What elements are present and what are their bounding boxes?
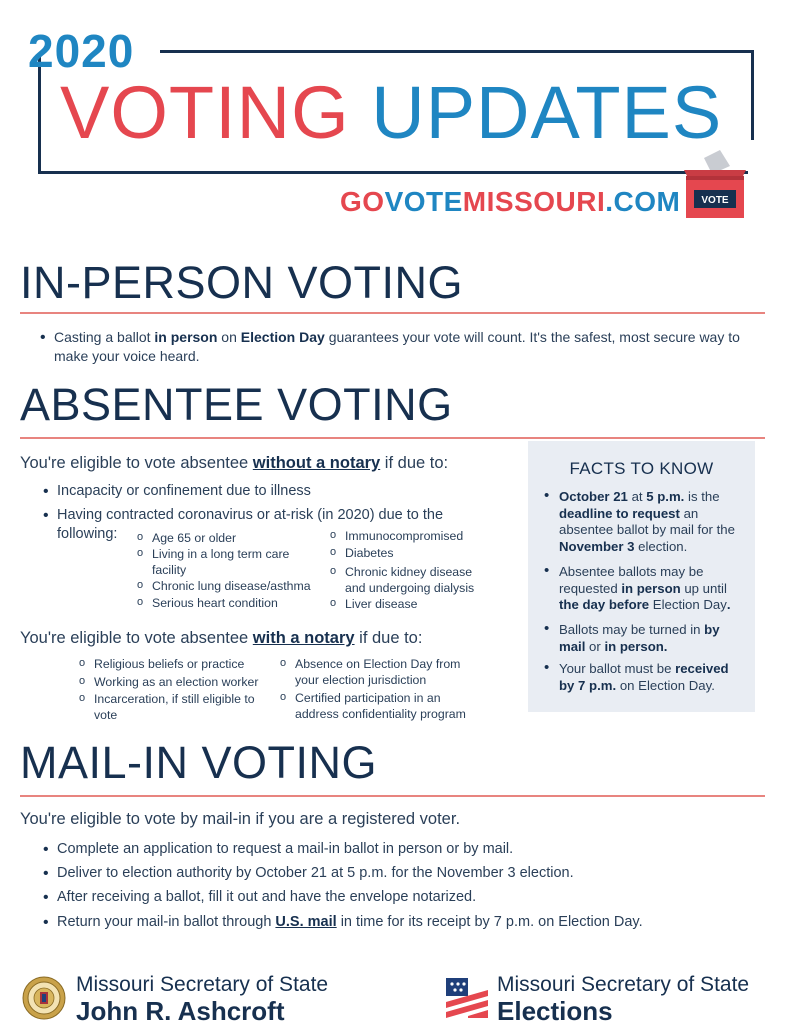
at-risk-item: o Serious heart condition xyxy=(152,595,342,611)
mail-in-item xyxy=(57,913,643,932)
notary-item: o Incarceration, if still eligible to vote xyxy=(94,691,259,723)
f2-b3: . xyxy=(726,597,731,612)
f1-b2: 5 p.m. xyxy=(646,489,685,504)
title-updates: UPDATES xyxy=(371,71,723,154)
nn-t1: You're eligible to vote absentee xyxy=(20,454,253,472)
at-risk-item: o Age 65 or older xyxy=(152,530,302,546)
notary-item: o Certified participation in an address confidentiality program xyxy=(295,690,480,722)
f2-b2: the day before xyxy=(559,597,650,612)
at-risk-item: o Immunocompromised xyxy=(345,528,515,544)
at-risk-item: o Living in a long term care facility xyxy=(152,546,302,578)
header-title xyxy=(60,71,723,154)
f3-b2: in person. xyxy=(604,638,668,654)
nn-t2: if due to: xyxy=(380,454,449,472)
mail-in-intro: You're eligible to vote by mail-in if you are a registered voter. xyxy=(20,810,461,828)
fact-item xyxy=(559,564,745,614)
f1-t3: an absentee ballot by mail for the xyxy=(559,505,735,537)
in-person-rule xyxy=(20,312,765,314)
in-person-text xyxy=(54,328,764,366)
website-link[interactable] xyxy=(340,188,680,216)
header-year: 2020 xyxy=(28,25,135,77)
site-vote: VOTE xyxy=(384,186,463,217)
no-notary-intro xyxy=(20,453,448,473)
at-risk-item: o Liver disease xyxy=(345,596,515,612)
f2-t3: Election Day xyxy=(649,597,727,612)
mail-in-heading: MAIL-IN VOTING xyxy=(20,737,378,788)
f1-t1: at xyxy=(627,489,647,504)
nn-b: without a notary xyxy=(252,454,381,472)
notary-item: o Working as an election worker xyxy=(94,674,274,690)
footer-elections-line1: Missouri Secretary of State xyxy=(497,973,750,996)
at-risk-item: o Chronic lung disease/asthma xyxy=(152,578,342,594)
mi-t2: in time for its receipt by 7 p.m. on Election Day. xyxy=(336,914,643,930)
ballot-box-icon xyxy=(682,150,748,220)
mail-in-item: • Deliver to election authority by October 21 at 5 p.m. for the November 3 election. xyxy=(57,864,574,883)
notary-item: o Religious beliefs or practice xyxy=(94,656,274,672)
mail-in-rule xyxy=(20,795,765,797)
at-risk-item: o Chronic kidney disease and undergoing dialysis xyxy=(345,564,495,596)
f2-t2: up until xyxy=(680,580,727,596)
header-frame-gap-right xyxy=(748,140,760,180)
mail-in-item: • Complete an application to request a mail-in ballot in person or by mail. xyxy=(57,840,513,859)
f4-t1: Your ballot must be xyxy=(559,661,676,676)
f1-b4: November 3 xyxy=(559,538,635,554)
f1-t2: is the xyxy=(684,489,720,504)
f3-b1: by mail xyxy=(559,622,720,654)
facts-title: FACTS TO KNOW xyxy=(569,459,714,478)
site-missouri: MISSOURI xyxy=(462,186,606,217)
ip-t3: guarantees your vote will count. It's the safest, most secure way to make your voice heard. xyxy=(54,329,740,364)
mi-t1: Return your mail-in ballot through xyxy=(57,914,276,930)
n-b: with a notary xyxy=(252,629,355,647)
ip-t1: Casting a ballot xyxy=(54,329,155,345)
site-go: GO xyxy=(340,186,385,217)
facts-box xyxy=(528,441,755,712)
fact-item xyxy=(559,622,745,655)
f1-b3: deadline to request xyxy=(559,505,680,521)
f2-b1: in person xyxy=(621,580,681,596)
notary-intro xyxy=(20,628,422,648)
in-person-heading: IN-PERSON VOTING xyxy=(20,257,464,308)
no-notary-item: • Having contracted coronavirus or at-risk (in 2020) due to the following: xyxy=(57,506,487,544)
n-t2: if due to: xyxy=(354,629,423,647)
absentee-rule xyxy=(20,437,765,439)
ip-t2: on xyxy=(217,329,241,345)
ip-b2: Election Day xyxy=(240,329,325,345)
fact-item xyxy=(559,661,745,694)
f3-t1: Ballots may be turned in xyxy=(559,622,705,637)
f1-b1: October 21 xyxy=(559,489,628,504)
f3-t2: or xyxy=(585,638,605,654)
site-com: .COM xyxy=(605,186,681,217)
title-voting: VOTING xyxy=(60,71,350,154)
fact-item xyxy=(559,489,745,555)
notary-item: o Absence on Election Day from your election jurisdiction xyxy=(295,656,480,688)
footer-sos-name: John R. Ashcroft xyxy=(76,996,285,1024)
f2-t1: Absentee ballots may be requested xyxy=(559,564,704,596)
footer-sos-line1: Missouri Secretary of State xyxy=(76,973,329,996)
no-notary-item: • Incapacity or confinement due to illness xyxy=(57,482,311,501)
n-t1: You're eligible to vote absentee xyxy=(20,629,253,647)
f1-t4: election. xyxy=(634,538,688,554)
ballot-box-label: VOTE xyxy=(701,195,729,206)
f4-t2: on Election Day. xyxy=(616,677,715,693)
ip-b1: in person xyxy=(154,329,218,345)
flag-icon xyxy=(446,976,488,1020)
at-risk-item: o Diabetes xyxy=(345,545,515,561)
missouri-seal-icon xyxy=(22,976,66,1020)
f4-b1: received by 7 p.m. xyxy=(559,661,729,693)
mi-b: U.S. mail xyxy=(275,914,337,930)
footer-elections-name: Elections xyxy=(497,996,613,1024)
absentee-heading: ABSENTEE VOTING xyxy=(20,379,453,430)
mail-in-item: • After receiving a ballot, fill it out and have the envelope notarized. xyxy=(57,888,476,907)
